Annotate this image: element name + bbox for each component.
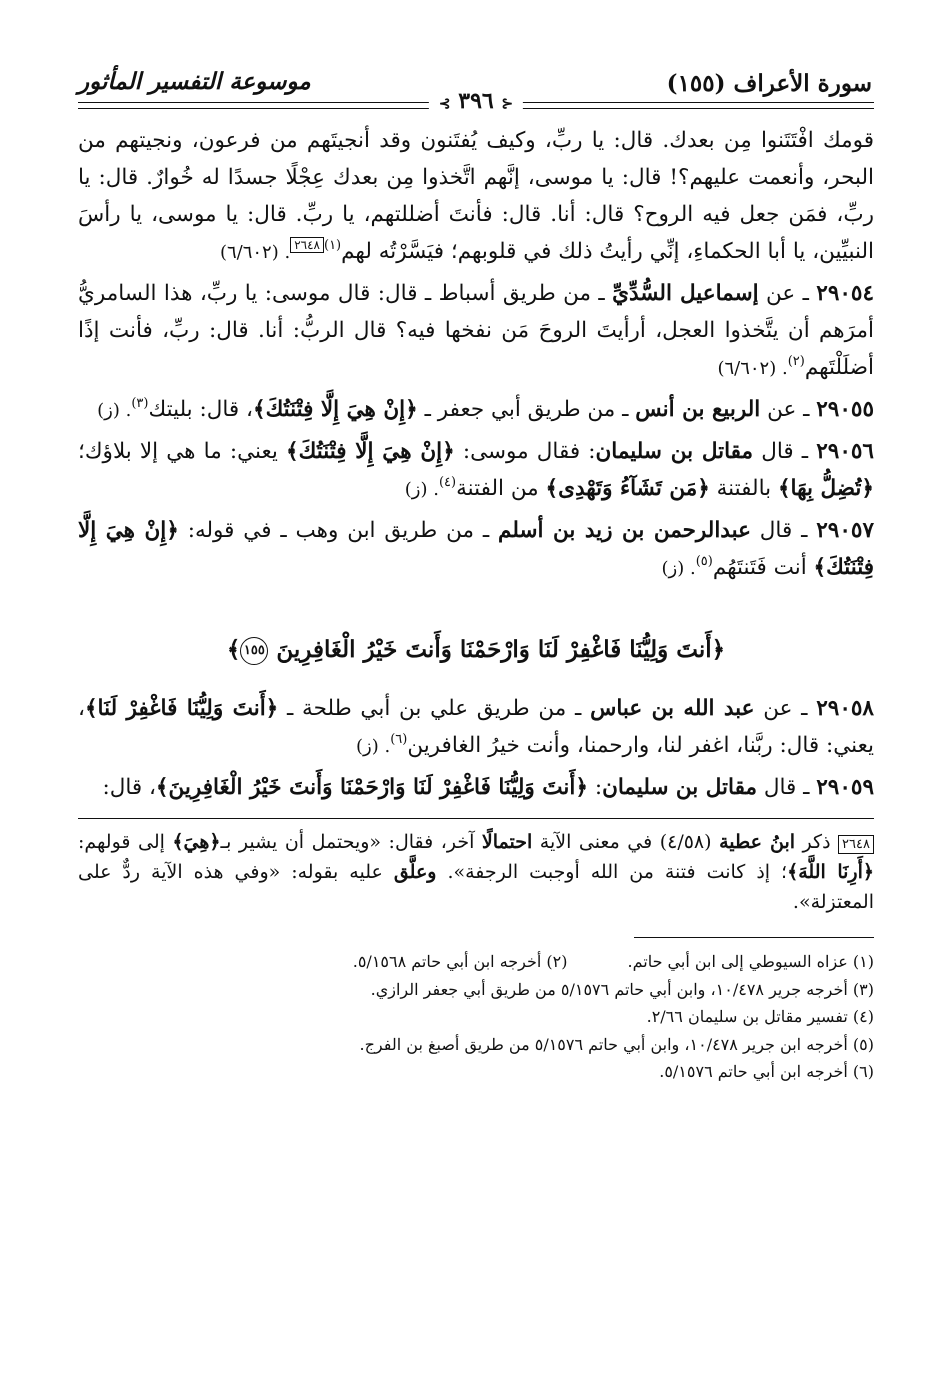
footnotes [78,948,874,1086]
footnote-marker: (٣) [131,396,149,411]
commentary-box-number: ٢٦٤٨ [838,835,874,854]
volume-reference: . (ز) [661,558,696,579]
narrator-name: عبد الله بن عباس [590,696,755,721]
footnote-2: (٢) أخرجه ابن أبي حاتم ٥/١٥٦٨. [352,952,568,971]
narration-number: ٢٩٠٥٨ [816,696,874,721]
narration-text: ، قال: [102,775,156,800]
commentary-bold: وعلَّق [393,861,437,883]
verse-close-bracket: ﴾ [226,636,241,663]
narration-number: ٢٩٠٥٥ [816,397,874,422]
narration-29059 [78,769,874,806]
narration-text: ـ من طريق علي بن أبي طلحة ـ [278,696,591,721]
footnote-marker: (٢) [787,354,805,369]
commentary-text: عليه بقوله: «وفي هذه الآية ردٌّ على المعتزلة». [78,861,874,913]
narrator-name: مقاتل بن سليمان [602,775,757,800]
narration-text: بالفتنة [709,476,778,501]
narration-number: ٢٩٠٥٤ [816,281,875,306]
quran-quote: ﴿أَنتَ وَلِيُّنَا فَاغْفِرْ لَنَا﴾ [84,696,279,721]
verse-heading [78,631,874,668]
commentary-separator [78,818,874,819]
narrator-name: مقاتل بن سليمان [595,439,754,464]
narration-text: ـ قال [756,775,817,800]
commentary-text: إلى قولهم: [78,831,173,853]
ornament-left: ⊱ [438,96,451,112]
narration-text: ، يعني: قال: ربَّنا، اغفر لنا، وارحمنا، وأنت خيرُ الغافرين [78,696,874,758]
narration-text: ـ عن [758,281,817,306]
footnote-marker: (٦) [390,732,408,747]
commentary-text: (٤/٥٨) في معنى الآية [532,831,720,853]
commentary-text: آخر، فقال: «ويحتمل أن يشير بـ [220,831,482,853]
volume-reference: . (ز) [356,736,391,757]
narration-text: ـ من طريق أبي جعفر ـ [417,397,636,422]
narrator-name: عبدالرحمن بن زيد بن أسلم [498,518,751,543]
volume-reference: . (٦/٦٠٢) [717,358,788,379]
footnote-marker: (١) [323,238,342,253]
quran-quote: ﴿إِنْ هِيَ إِلَّا فِتْنَتُكَ﴾ [252,397,418,422]
narration-29056 [78,433,874,510]
narration-text: ـ قال [753,439,817,464]
quran-quote: ﴿أَرِنَا اللَّهَ﴾ [787,861,874,883]
narration-text: ـ عن [760,397,817,422]
narration-text: : فقال موسى: [454,439,596,464]
volume-reference: . (٦/٦٠٢) [219,242,291,263]
narration-number: ٢٩٠٥٩ [816,775,874,800]
narration-text: يعني: ما هي إلا بلاؤك؛ [78,439,287,464]
narration-text: ـ عن [754,696,817,721]
footnote-6: (٦) أخرجه ابن أبي حاتم ٥/١٥٧٦. [659,1062,874,1081]
commentary-note [78,827,874,917]
footnote-3: (٣) أخرجه جرير ١٠/٤٧٨، وابن أبي حاتم ٥/١٥٧٦ من طريق أبي جعفر الرازي. [370,979,874,999]
footnote-separator [634,937,874,938]
narration-text: : [587,775,603,800]
footnote-5: (٥) أخرجه ابن جرير ١٠/٤٧٨، وابن أبي حاتم ٥/١٥٧٦ من طريق أصبغ بن الفرج. [359,1034,874,1054]
commentary-box-marker: ٢٦٤٨ [290,237,324,253]
narration-text: ، قال: بليتك [148,397,253,422]
quran-quote: ﴿إِنْ هِيَ إِلَّا فِتْنَتُكَ﴾ [78,518,874,580]
commentary-bold: احتمالًا [481,831,533,853]
quran-quote: ﴿أَنتَ وَلِيُّنَا فَاغْفِرْ لَنَا وَارْحَمْنَا وَأَنتَ خَيْرُ الْغَافِرِينَ﴾ [155,775,588,800]
narration-number: ٢٩٠٥٧ [816,518,874,543]
main-text [78,122,874,806]
paragraph-continued [78,122,874,273]
narration-29054 [78,275,874,389]
narrator-name: إسماعيل السُّدِّيِّ [612,281,759,306]
volume-reference: . (ز) [404,479,439,500]
footnote-row [78,948,874,976]
quran-quote: ﴿إِنْ هِيَ إِلَّا فِتْنَتُكَ﴾ [286,439,455,464]
commentary-text: ؛ إذ كانت فتنة من الله أوجبت الرجفة». [436,861,788,883]
book-page [78,60,874,1086]
narration-text: ـ قال [750,518,817,543]
narration-29055 [78,391,874,431]
narration-text: ـ من طريق أسباط ـ قال: قال موسى: يا ربِّ، هذا السامريُّ أمرَهم أن يتَّخذوا العجل، أرأيتَ الروحَ مَن نفخها فيه؟ قال الربُّ: أنا. قال: ربِّ، فأنت إذًا أضلَلْتَهم [78,281,874,380]
ornament-right: ⊰ [501,96,514,112]
narration-text: من الفتنة [456,476,546,501]
verse-number-mark: ١٥٥ [240,637,268,665]
page-header [78,60,874,122]
footnote-1: (١) عزاه السيوطي إلى ابن أبي حاتم. [627,952,874,971]
narration-29057 [78,512,874,589]
page-number-block [429,88,523,114]
page-number: ٣٩٦ [458,88,494,114]
commentary-text: ذكر [795,831,839,853]
volume-reference: . (ز) [97,400,132,421]
verse-text: ﴿أَنتَ وَلِيُّنَا فَاغْفِرْ لَنَا وَارْحَمْنَا وَأَنتَ خَيْرُ الْغَافِرِينَ [276,636,726,663]
narrator-name: الربيع بن أنس [635,397,761,422]
quran-quote: ﴿هِيَ﴾ [172,831,221,853]
surah-title: سورة الأعراف (١٥٥) [666,70,872,97]
narration-number: ٢٩٠٥٦ [816,439,874,464]
footnote-marker: (٤) [438,475,457,490]
quran-quote: ﴿تُضِلُّ بِهَا﴾ [777,476,874,501]
narration-29058 [78,690,874,767]
narration-text: ـ من طريق ابن وهب ـ في قوله: [178,518,499,543]
footnote-marker: (٥) [695,554,713,569]
book-title: موسوعة التفسير المأثور [78,68,311,95]
footnote-4: (٤) تفسير مقاتل بن سليمان ٢/٦٦. [646,1007,874,1026]
narration-text: أنت فَتَنتَهُم [712,555,814,580]
paragraph-text: قومك افْتَتَنوا مِن بعدك. قال: يا ربِّ، وكيف يُفتَنون وقد أنجيتَهم من فرعون، ونجيتهم من البحر، وأنعمت عليهم؟! قال: يا موسى، إنَّهم اتَّخذوا مِن بعدك عِجْلًا جسدًا له خُوارٌ. قال: يا ربِّ، فمَن جعل فيه الروح؟ قال: أنا. قال: فأنتَ أضللتهم، يا ربِّ. قال: يا موسى، يا رأسَ النبيِّين، يا أبا الحكماءِ، إنِّي رأيتُ ذلك في قلوبهم؛ فيَسَّرْتُه لهم [78,128,874,264]
commentator-name: ابنُ عطية [719,831,796,853]
quran-quote: ﴿مَن تَشَآءُ وَتَهْدِى﴾ [545,476,710,501]
